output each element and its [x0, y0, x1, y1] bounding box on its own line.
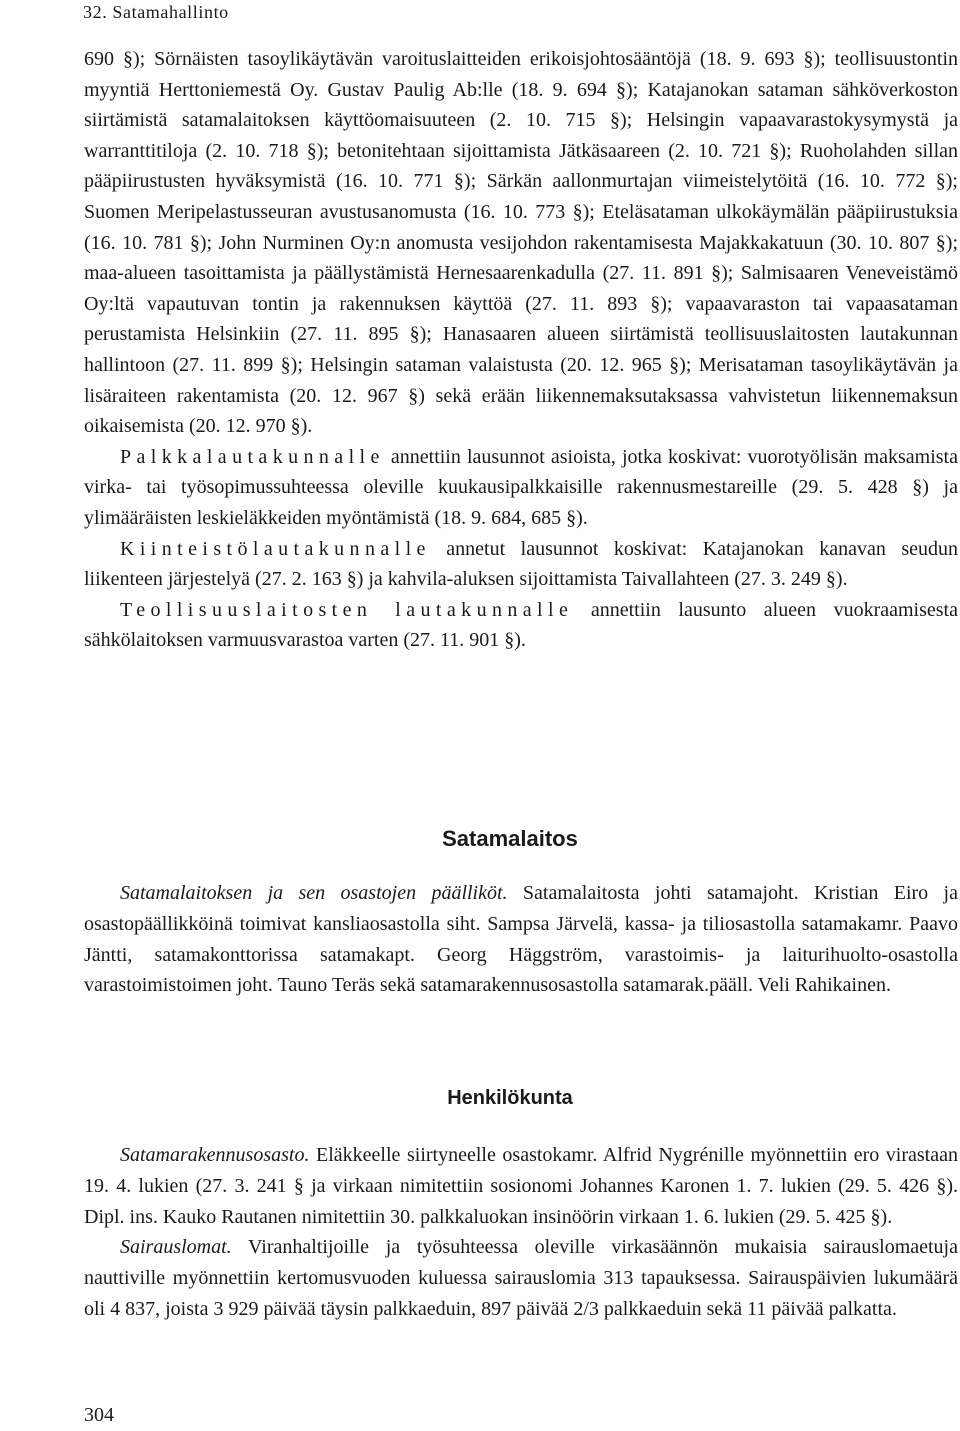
page-number: 304: [84, 1404, 114, 1426]
body-text: [84, 44, 958, 656]
section-henkilokunta-body: [84, 1140, 958, 1325]
running-head: 32. Satamahallinto: [83, 2, 229, 22]
paragraph-text: annettiin lausunto alueen vuokraamisesta sähkölaitoksen varmuusvarastoa varten (27. 11. 901 §).: [84, 598, 958, 652]
paragraph-text: Eläkkeelle siirtyneelle osastokamr. Alfrid Nygrénille myönnettiin ero virastaan 19. 4. lukien (27. 3. 241 § ja virkaan nimitettiin sosionomi Johannes Karonen 1. 7. lukien (29. 5. 426 §). Dipl. ins. Kauko Rautanen nimitettiin 30. palkkaluokan insinöörin virkaan 1. 6. lukien (29. 5. 425 §).: [84, 1144, 958, 1228]
paragraph-kiinteistolautakunta: [84, 534, 958, 595]
section-heading-satamalaitos: Satamalaitos: [442, 826, 578, 851]
paragraph-text: Satamalaitosta johti satamajoht. Kristian Eiro ja osastopäällikköinä toimivat kansliaosastolla siht. Sampsa Järvelä, kassa- ja tiliosastolla satamakamr. Paavo Jäntti, satamakonttorissa satamakapt. Georg Häggström, varastoimis- ja laiturihuolto-osastolla varastoimistoimen joht. Tauno Teräs sekä satamarakennusosastolla satamarak.pääll. Veli Rahikainen.: [84, 882, 958, 997]
paragraph-lead: Satamarakennusosasto.: [120, 1144, 310, 1166]
paragraph-palkkalautakunta: [84, 442, 958, 534]
paragraph-lead: Kiinteistölautakunnalle: [120, 537, 431, 560]
paragraph-lead: Satamalaitoksen ja sen osastojen päälliköt.: [120, 882, 508, 904]
section-satamalaitos-body: [84, 878, 958, 1001]
intro-paragraph: 690 §); Sörnäisten tasoylikäytävän varoituslaitteiden erikoisjohtosääntöjä (18. 9. 693 §); teollisuustontin myyntiä Herttoniemestä Oy. Gustav Paulig Ab:lle (18. 9. 694 §); Katajanokan sataman sähköverkoston siirtämistä satamalaitoksen käyttöomaisuuteen (2. 10. 715 §); Helsingin vapaavarastokysymystä ja warranttitiloja (2. 10. 718 §); betonitehtaan sijoittamista Jätkäsaareen (2. 10. 721 §); Ruoholahden sillan pääpiirustusten hyväksymistä (16. 10. 771 §); Särkän aallonmurtajan viimeistelytöitä (16. 10. 772 §); Suomen Meripelastusseuran avustusanomusta (16. 10. 773 §); Eteläsataman ulkokäymälän pääpiirustuksia (16. 10. 781 §); John Nurminen Oy:n anomusta vesijohdon rakentamisesta Majakkakatuun (30. 10. 807 §); maa-alueen tasoittamista ja päällystämistä Hernesaarenkadulla (27. 11. 891 §); Salmisaaren Veneveistämö Oy:ltä vapautuvan tontin ja rakennuksen käyttöä (27. 11. 893 §); vapaavaraston tai vapaasataman perustamista Helsinkiin (27. 11. 895 §); Hanasaaren alueen siirtämistä teollisuuslaitosten lautakunnan hallintoon (27. 11. 899 §); Helsingin sataman valaistusta (20. 12. 965 §); Merisataman tasoylikäytävän ja lisäraiteen rakentamista (20. 12. 967 §) sekä erään liikennemaksutaksassa vahvistetun liikennemaksun oikaisemista (20. 12. 970 §).: [84, 48, 958, 438]
paragraph-text: annettiin lausunnot asioista, jotka koskivat: vuorotyölisän maksamista virka- tai työsopimussuhteessa oleville kuukausipalkkaisille rakennusmestareille (29. 5. 428 §) ja ylimääräisten leskieläkkeiden myöntämistä (18. 9. 684, 685 §).: [84, 445, 958, 529]
paragraph-text: annetut lausunnot koskivat: Katajanokan kanavan seudun liikenteen järjestelyä (27. 2. 163 §) ja kahvila-aluksen sijoittamista Taivallahteen (27. 3. 249 §).: [84, 537, 958, 591]
paragraph-lead: Teollisuuslaitosten lautakunnalle: [120, 598, 574, 621]
paragraph-paallikot: [84, 878, 958, 1001]
paragraph-lead: Sairauslomat.: [120, 1236, 232, 1259]
section-heading-henkilokunta: Henkilökunta: [447, 1087, 573, 1109]
paragraph-satamarakennusosasto: [84, 1140, 958, 1232]
paragraph-lead: Palkkalautakunnalle: [120, 445, 385, 468]
paragraph-text: Viranhaltijoille ja työsuhteessa oleville virkasäännön mukaisia sairauslomaetuja nauttiville myönnettiin kertomusvuoden kuluessa sairauslomia 313 tapauksessa. Sairauspäivien lukumäärä oli 4 837, joista 3 929 päivää täysin palkkaeduin, 897 päivää 2/3 palkkaeduin sekä 11 päivää palkatta.: [84, 1236, 958, 1320]
paragraph-sairauslomat: [84, 1232, 958, 1324]
paragraph-teollisuuslaitokset: [84, 595, 958, 656]
